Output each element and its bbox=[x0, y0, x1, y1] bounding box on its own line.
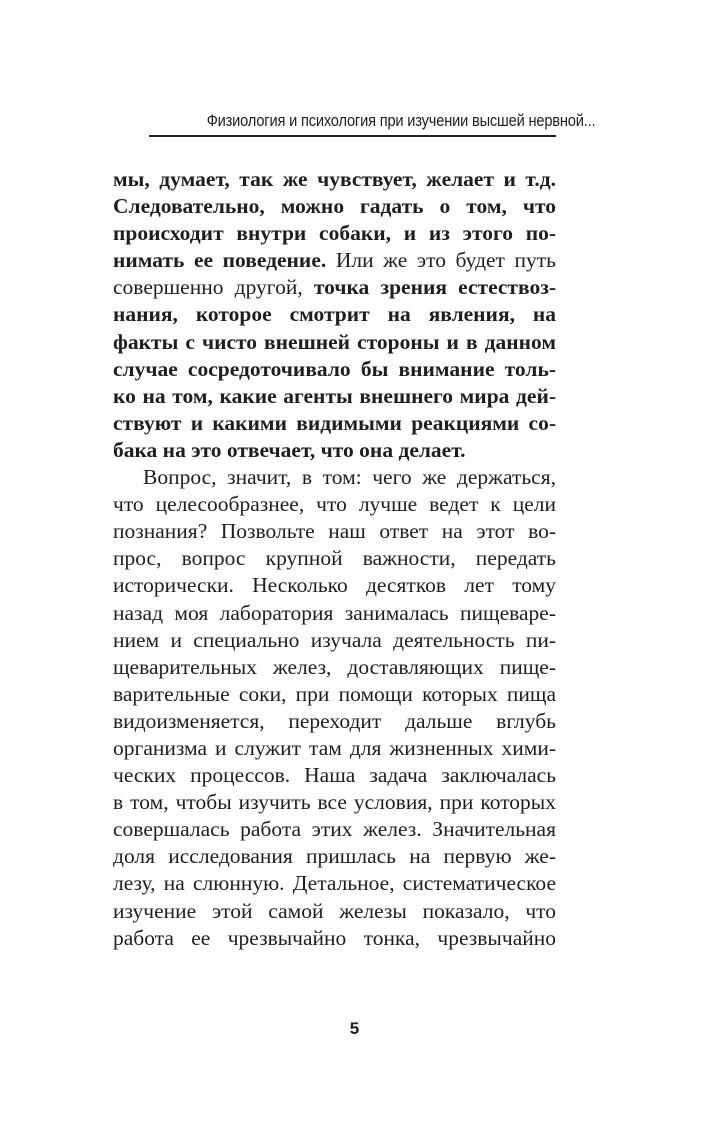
text-run: в том, чтобы изучить все условия, при которых bbox=[113, 790, 556, 815]
text-run: что целесообразнее, что лучше ведет к цели bbox=[113, 492, 556, 517]
text-run: видоизменяется, переходит дальше вглубь bbox=[113, 708, 556, 733]
bold-text-run: бака на это отвечает, что она делает. bbox=[113, 437, 466, 462]
text-run: организма и служит там для жизненных хими- bbox=[113, 735, 556, 760]
text-run: совершенно другой, bbox=[113, 275, 314, 300]
bold-text-run: ко на том, какие агенты внешнего мира дей- bbox=[113, 383, 556, 408]
text-line bbox=[113, 681, 556, 708]
text-line bbox=[113, 870, 556, 897]
text-line bbox=[113, 762, 556, 789]
text-line bbox=[113, 843, 556, 870]
text-line bbox=[113, 572, 556, 599]
text-line bbox=[113, 816, 556, 843]
text-line bbox=[113, 166, 556, 193]
text-line bbox=[113, 898, 556, 925]
text-run: прос, вопрос крупной важности, передать bbox=[113, 546, 556, 571]
text-line bbox=[113, 437, 556, 464]
text-line bbox=[113, 925, 556, 952]
text-run: работа ее чрезвычайно тонка, чрезвычайно bbox=[113, 925, 556, 950]
bold-text-run: факты с чисто внешней стороны и в данном bbox=[113, 329, 556, 354]
text-run: варительные соки, при помощи которых пища bbox=[113, 681, 556, 706]
text-run: лезу, на слюнную. Детальное, систематическое bbox=[113, 871, 556, 896]
text-line bbox=[113, 654, 556, 681]
bold-text-run: нимать ее поведение. bbox=[113, 248, 327, 273]
text-run: Вопрос, значит, в том: чего же держаться, bbox=[143, 465, 556, 490]
text-line bbox=[113, 383, 556, 410]
text-run: назад моя лаборатория занималась пищеваре- bbox=[113, 600, 556, 625]
text-run: совершалась работа этих желез. Значительная bbox=[113, 817, 556, 842]
header-rule bbox=[149, 135, 556, 137]
text-run: изучение этой самой железы показало, что bbox=[113, 898, 556, 923]
bold-text-run: происходит внутри собаки, и из этого по- bbox=[113, 221, 556, 246]
text-line bbox=[113, 356, 556, 383]
bold-text-run: ствуют и какими видимыми реакциями со- bbox=[113, 410, 556, 435]
text-run: щеварительных желез, доставляющих пище- bbox=[113, 654, 556, 679]
text-line bbox=[113, 410, 556, 437]
text-run: исторически. Несколько десятков лет тому bbox=[113, 573, 556, 598]
text-run: доля исследования пришлась на первую же- bbox=[113, 844, 556, 869]
text-line bbox=[113, 329, 556, 356]
text-run: Или же это будет путь bbox=[326, 248, 556, 273]
text-line bbox=[113, 708, 556, 735]
text-line bbox=[113, 274, 556, 301]
body-text bbox=[113, 166, 556, 952]
bold-text-run: точка зрения естествоз- bbox=[313, 275, 556, 300]
bold-text-run: Следовательно, можно гадать о том, что bbox=[113, 194, 556, 219]
text-line bbox=[113, 464, 556, 491]
text-line bbox=[113, 518, 556, 545]
text-line bbox=[113, 627, 556, 654]
text-run: ческих процессов. Наша задача заключалась bbox=[113, 763, 556, 788]
running-head: Физиология и психология при изучении высшей нервной... bbox=[206, 111, 596, 130]
text-line bbox=[113, 789, 556, 816]
text-run: нием и специально изучала деятельность пи- bbox=[113, 627, 556, 652]
page-number: 5 bbox=[349, 1019, 360, 1038]
text-run: познания? Позвольте наш ответ на этот во- bbox=[113, 519, 556, 544]
text-line bbox=[113, 491, 556, 518]
text-line bbox=[113, 735, 556, 762]
text-line bbox=[113, 247, 556, 274]
text-line bbox=[113, 545, 556, 572]
text-line bbox=[113, 220, 556, 247]
text-line bbox=[113, 600, 556, 627]
bold-text-run: случае сосредоточивало бы внимание толь- bbox=[113, 356, 556, 381]
text-line bbox=[113, 193, 556, 220]
bold-text-run: мы, думает, так же чувствует, желает и т.д. bbox=[113, 167, 556, 191]
bold-text-run: нания, которое смотрит на явления, на bbox=[113, 302, 556, 327]
text-line bbox=[113, 301, 556, 328]
